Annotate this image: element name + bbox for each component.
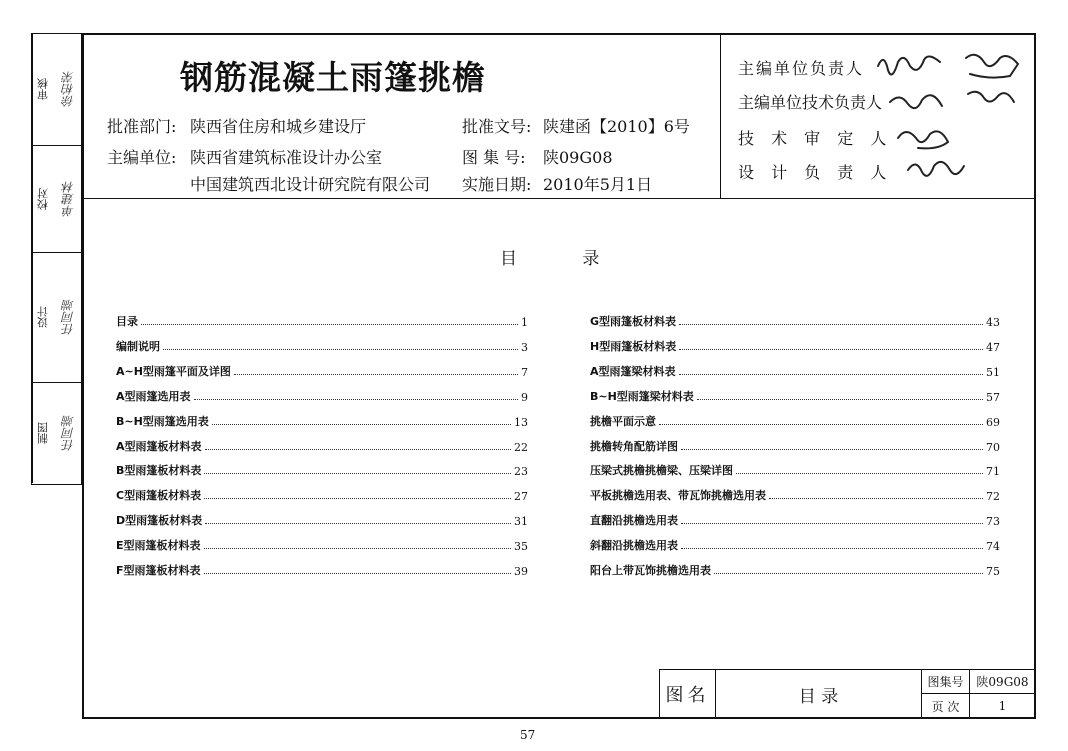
toc-entry-title: F型雨篷板材料表: [116, 564, 201, 577]
toc-leader-dots: [679, 324, 983, 325]
toc-entry-title: G型雨篷板材料表: [590, 315, 677, 328]
toc-entry-title: A型雨篷选用表: [116, 389, 191, 403]
toc-entry-title: H型雨篷板材料表: [590, 339, 677, 353]
doc-no: 陕建函【2010】6号: [543, 117, 690, 136]
sidebar-label: 审核: [32, 34, 54, 145]
toc-entry: [590, 311, 1000, 329]
title-block-atlas-label: 图集号: [922, 670, 970, 694]
toc-entry-title: 目录: [116, 315, 138, 328]
toc-entry-title: 压梁式挑檐挑檐梁、压梁详图: [590, 464, 733, 478]
toc-entry: [116, 361, 528, 379]
sidebar-signature: 单建林: [61, 181, 76, 217]
effective-date: 2010年5月1日: [543, 175, 653, 194]
toc-entry-title: A型雨篷板材料表: [116, 439, 202, 453]
toc-leader-dots: [141, 324, 518, 325]
toc-entry: [116, 510, 528, 528]
toc-entry-title: 挑檐平面示意: [590, 414, 656, 428]
toc-entry-page: 39: [514, 565, 528, 578]
toc-leader-dots: [681, 449, 983, 450]
toc-entry-title: 阳台上带瓦饰挑檐选用表: [590, 564, 711, 577]
toc-leader-dots: [163, 349, 518, 350]
toc-entry-page: 22: [514, 440, 528, 454]
toc-entry-page: 47: [986, 340, 1000, 354]
design-lead-label: 设 计 负 责 人: [738, 163, 893, 182]
toc-leader-dots: [205, 523, 511, 524]
toc-leader-dots: [681, 523, 983, 524]
toc-entry-title: 平板挑檐选用表、带瓦饰挑檐选用表: [590, 489, 766, 503]
sidebar-label: 校对: [32, 146, 54, 252]
atlas-no-label: 图 集 号:: [462, 148, 526, 167]
toc-entry-page: 71: [986, 465, 1000, 479]
toc-entry: [590, 361, 1000, 379]
editor-unit-2: 中国建筑西北设计研究院有限公司: [190, 175, 431, 194]
toc-leader-dots: [769, 498, 983, 499]
toc-entry-title: A~H型雨篷平面及详图: [116, 364, 231, 378]
toc-entry-page: 72: [986, 490, 1000, 504]
approve-dept: 陕西省住房和城乡建设厅: [190, 117, 367, 136]
toc-entry-page: 3: [521, 340, 528, 354]
date-label: 实施日期:: [462, 175, 532, 194]
toc-entry-title: B型雨篷板材料表: [116, 464, 202, 478]
toc-entry-page: 74: [986, 540, 1000, 554]
chief-unit-tech-head-label: 主编单位技术负责人: [738, 93, 883, 112]
toc-entry: [116, 311, 528, 329]
toc-entry-page: 1: [521, 316, 528, 329]
doc-no-label: 批准文号:: [462, 117, 532, 136]
document-title: 钢筋混凝土雨篷挑檐: [180, 58, 486, 97]
title-block-page-label: 页 次: [922, 694, 970, 718]
toc-entry-title: B~H型雨篷选用表: [116, 414, 209, 428]
toc-entry: [590, 386, 1000, 404]
toc-leader-dots: [714, 573, 983, 574]
sidebar-signature: 徐柏荣: [61, 71, 76, 108]
toc-entry-title: C型雨篷板材料表: [116, 489, 202, 503]
sidebar-label: 设计: [32, 253, 54, 382]
toc-entry-title: 编制说明: [116, 339, 160, 353]
toc-leader-dots: [204, 548, 511, 549]
toc-entry: [116, 485, 528, 503]
sidebar-signature: 任同端: [61, 299, 76, 336]
signature-sidebar: [31, 33, 82, 485]
toc-entry-title: D型雨篷板材料表: [116, 514, 203, 528]
atlas-no: 陕09G08: [543, 148, 613, 167]
handwritten-signatures: [868, 44, 1028, 194]
toc-entry-page: 23: [514, 465, 528, 479]
editor-unit-1: 陕西省建筑标准设计办公室: [190, 148, 383, 167]
toc-entry: [116, 460, 528, 478]
title-block-atlas-no: 陕09G08: [970, 670, 1035, 694]
header-divider: [82, 198, 1036, 199]
sidebar-cell-proofread: [32, 146, 81, 253]
toc-entry: [590, 560, 1000, 578]
toc-entry-page: 27: [514, 490, 528, 504]
toc-entry: [590, 411, 1000, 429]
toc-entry: [116, 535, 528, 553]
technical-approver-label: 技 术 审 定 人: [738, 129, 893, 148]
toc-entry-page: 75: [986, 565, 1000, 578]
toc-entry: [590, 485, 1000, 503]
toc-leader-dots: [736, 473, 983, 474]
toc-leader-dots: [659, 424, 983, 425]
toc-entry-page: 57: [986, 390, 1000, 404]
toc-title: 目 录: [500, 249, 630, 269]
toc-leader-dots: [234, 374, 518, 375]
toc-entry-page: 70: [986, 440, 1000, 454]
toc-entry-page: 13: [514, 415, 528, 429]
sidebar-signature: 任同端: [61, 415, 76, 451]
toc-entry: [590, 535, 1000, 553]
title-block-name: 目 录: [716, 670, 922, 718]
toc-entry: [590, 460, 1000, 478]
toc-entry-page: 51: [986, 365, 1000, 379]
toc-leader-dots: [204, 498, 511, 499]
toc-entry: [590, 336, 1000, 354]
toc-entry-page: 9: [521, 390, 528, 404]
editor-label: 主编单位:: [107, 148, 177, 167]
header-vertical-divider: [720, 33, 721, 198]
toc-entry-page: 73: [986, 515, 1000, 529]
toc-leader-dots: [679, 349, 983, 350]
toc-entry-title: 斜翻沿挑檐选用表: [590, 539, 678, 553]
toc-leader-dots: [194, 399, 518, 400]
toc-entry-title: B~H型雨篷梁材料表: [590, 389, 694, 403]
toc-entry: [590, 510, 1000, 528]
toc-entry-title: E型雨篷板材料表: [116, 539, 201, 553]
toc-leader-dots: [697, 399, 983, 400]
toc-entry-title: 直翻沿挑檐选用表: [590, 514, 678, 528]
toc-leader-dots: [212, 424, 511, 425]
page-number: 57: [520, 728, 536, 742]
toc-entry-page: 35: [514, 540, 528, 554]
title-block-page: 1: [998, 699, 1007, 713]
toc-entry-page: 31: [514, 515, 528, 529]
toc-entry: [116, 386, 528, 404]
title-block: [659, 669, 1036, 719]
toc-leader-dots: [205, 449, 511, 450]
toc-entry-title: A型雨篷梁材料表: [590, 364, 676, 378]
toc-entry-page: 69: [986, 415, 1000, 429]
toc-entry: [116, 411, 528, 429]
toc-leader-dots: [681, 548, 983, 549]
sidebar-label: 制图: [32, 383, 54, 483]
toc-leader-dots: [204, 573, 511, 574]
sidebar-cell-design: [32, 253, 81, 383]
toc-entry-title: 挑檐转角配筋详图: [590, 439, 678, 453]
toc-entry-page: 7: [521, 365, 528, 379]
sidebar-cell-drawing: [32, 383, 81, 483]
chief-unit-head-label: 主编单位负责人: [738, 59, 865, 78]
toc-leader-dots: [204, 473, 511, 474]
title-block-name-label: 图名: [660, 670, 716, 718]
toc-entry: [116, 560, 528, 578]
toc-entry: [116, 336, 528, 354]
toc-entry-page: 43: [986, 316, 1000, 329]
toc-entry: [116, 436, 528, 454]
approve-dept-label: 批准部门:: [107, 117, 177, 136]
sidebar-cell-review: [32, 34, 81, 146]
toc-leader-dots: [679, 374, 983, 375]
toc-entry: [590, 436, 1000, 454]
